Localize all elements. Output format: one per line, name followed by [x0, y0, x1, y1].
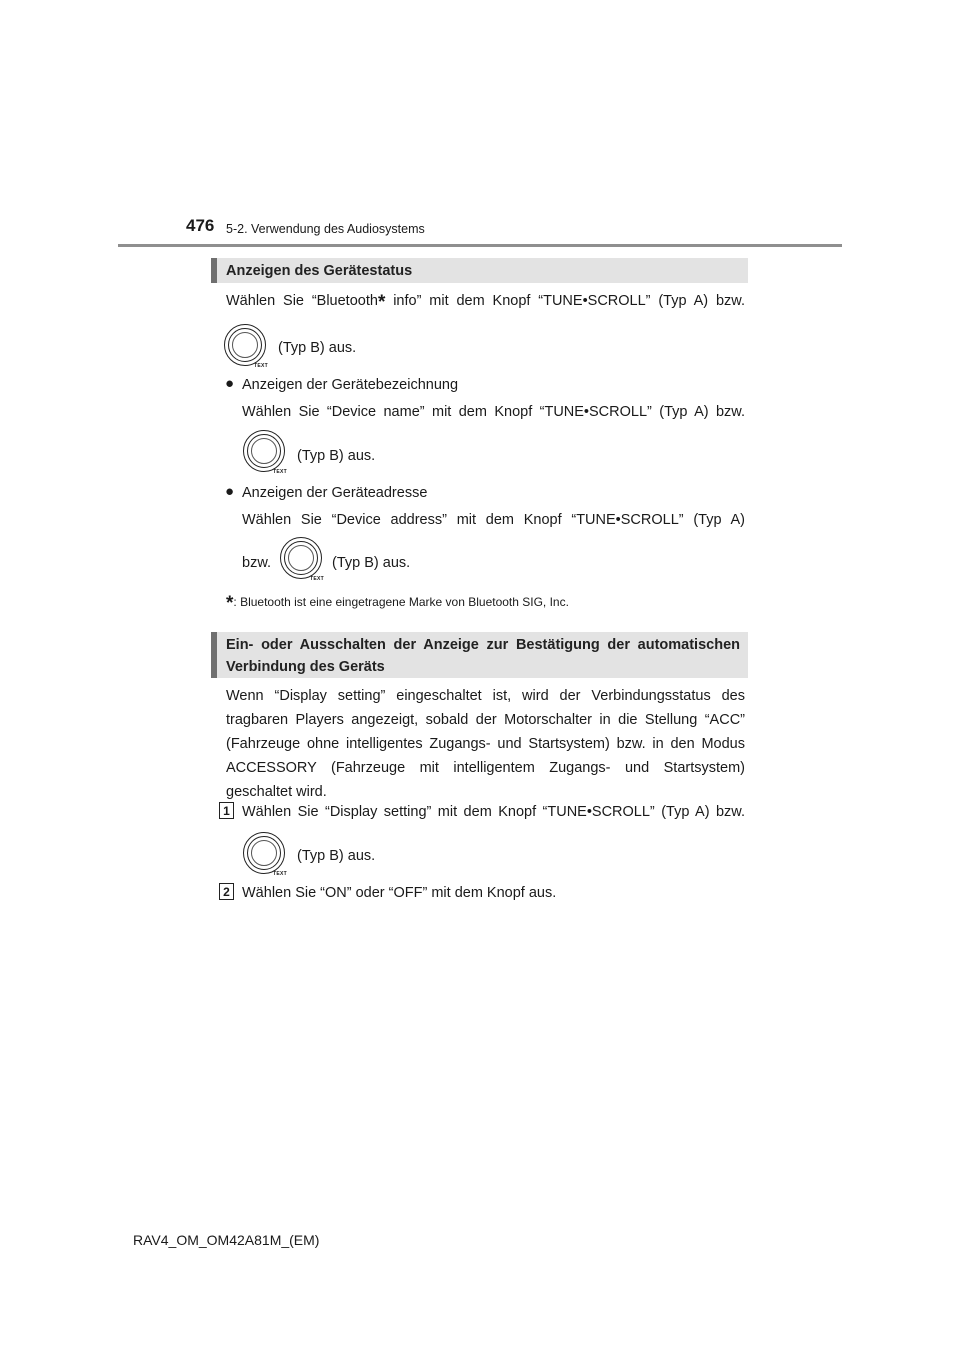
- tune-knob-icon: [243, 430, 285, 472]
- footnote-text: : Bluetooth ist eine eingetragene Marke von Bluetooth SIG, Inc.: [233, 595, 569, 609]
- heading-display-setting: Ein- oder Ausschalten der Anzeige zur Bestätigung der automatischen Verbindung des Geräts: [211, 632, 748, 678]
- bullet-tail-device-name: (Typ B) aus.: [297, 448, 376, 464]
- bullet-tail-device-address: (Typ B) aus.: [332, 555, 411, 571]
- intro-text-2: info” mit dem Knopf “TUNE•SCROLL” (Typ A) bzw.: [385, 293, 745, 309]
- tune-knob-icon: [224, 324, 266, 366]
- step-text-1: Wählen Sie “Display setting” mit dem Knopf “TUNE•SCROLL” (Typ A) bzw.: [242, 804, 745, 820]
- step-tail-1: (Typ B) aus.: [297, 848, 376, 864]
- paragraph-line: ACCESSORY (Fahrzeuge mit intelligentem Zugangs- und Startsystem): [226, 760, 745, 776]
- bullet-icon: ●: [225, 483, 235, 500]
- document-code: RAV4_OM_OM42A81M_(EM): [133, 1232, 320, 1248]
- knob-text-label: TEXT: [254, 363, 268, 369]
- knob-text-label: TEXT: [273, 469, 287, 475]
- intro-text-1: Wählen Sie “Bluetooth: [226, 293, 378, 309]
- asterisk-mark: *: [377, 292, 386, 313]
- knob-text-label: TEXT: [310, 576, 324, 582]
- step-number-2: 2: [219, 883, 234, 900]
- paragraph-line: geschaltet wird.: [226, 784, 327, 800]
- heading-device-status: Anzeigen des Gerätestatus: [211, 258, 748, 283]
- page-number: 476: [186, 216, 215, 235]
- bullet-title-device-name: Anzeigen der Gerätebezeichnung: [242, 377, 459, 393]
- footnote-asterisk: *: [226, 593, 234, 614]
- bullet-title-device-address: Anzeigen der Geräteadresse: [242, 485, 428, 501]
- step-text-2: Wählen Sie “ON” oder “OFF” mit dem Knopf aus.: [242, 885, 557, 901]
- footnote: [226, 590, 569, 612]
- knob-text-label: TEXT: [273, 871, 287, 877]
- tune-knob-icon: [243, 832, 285, 874]
- bullet-head-device-address: bzw.: [242, 555, 272, 571]
- tune-knob-icon: [280, 537, 322, 579]
- paragraph-line: Wenn “Display setting” eingeschaltet ist, wird der Verbindungsstatus des: [226, 688, 745, 704]
- intro-line: [226, 290, 745, 311]
- paragraph-line: (Fahrzeuge ohne intelligentes Zugangs- und Startsystem) bzw. in den Modus: [226, 736, 745, 752]
- section-title: 5-2. Verwendung des Audiosystems: [226, 222, 425, 236]
- header-rule: [118, 244, 842, 247]
- bullet-line-device-address: Wählen Sie “Device address” mit dem Knopf “TUNE•SCROLL” (Typ A): [242, 512, 745, 528]
- intro-tail: (Typ B) aus.: [278, 340, 357, 356]
- paragraph-line: tragbaren Players angezeigt, sobald der Motorschalter in die Stellung “ACC”: [226, 712, 745, 728]
- bullet-line-device-name: Wählen Sie “Device name” mit dem Knopf “TUNE•SCROLL” (Typ A) bzw.: [242, 404, 745, 420]
- bullet-icon: ●: [225, 375, 235, 392]
- step-number-1: 1: [219, 802, 234, 819]
